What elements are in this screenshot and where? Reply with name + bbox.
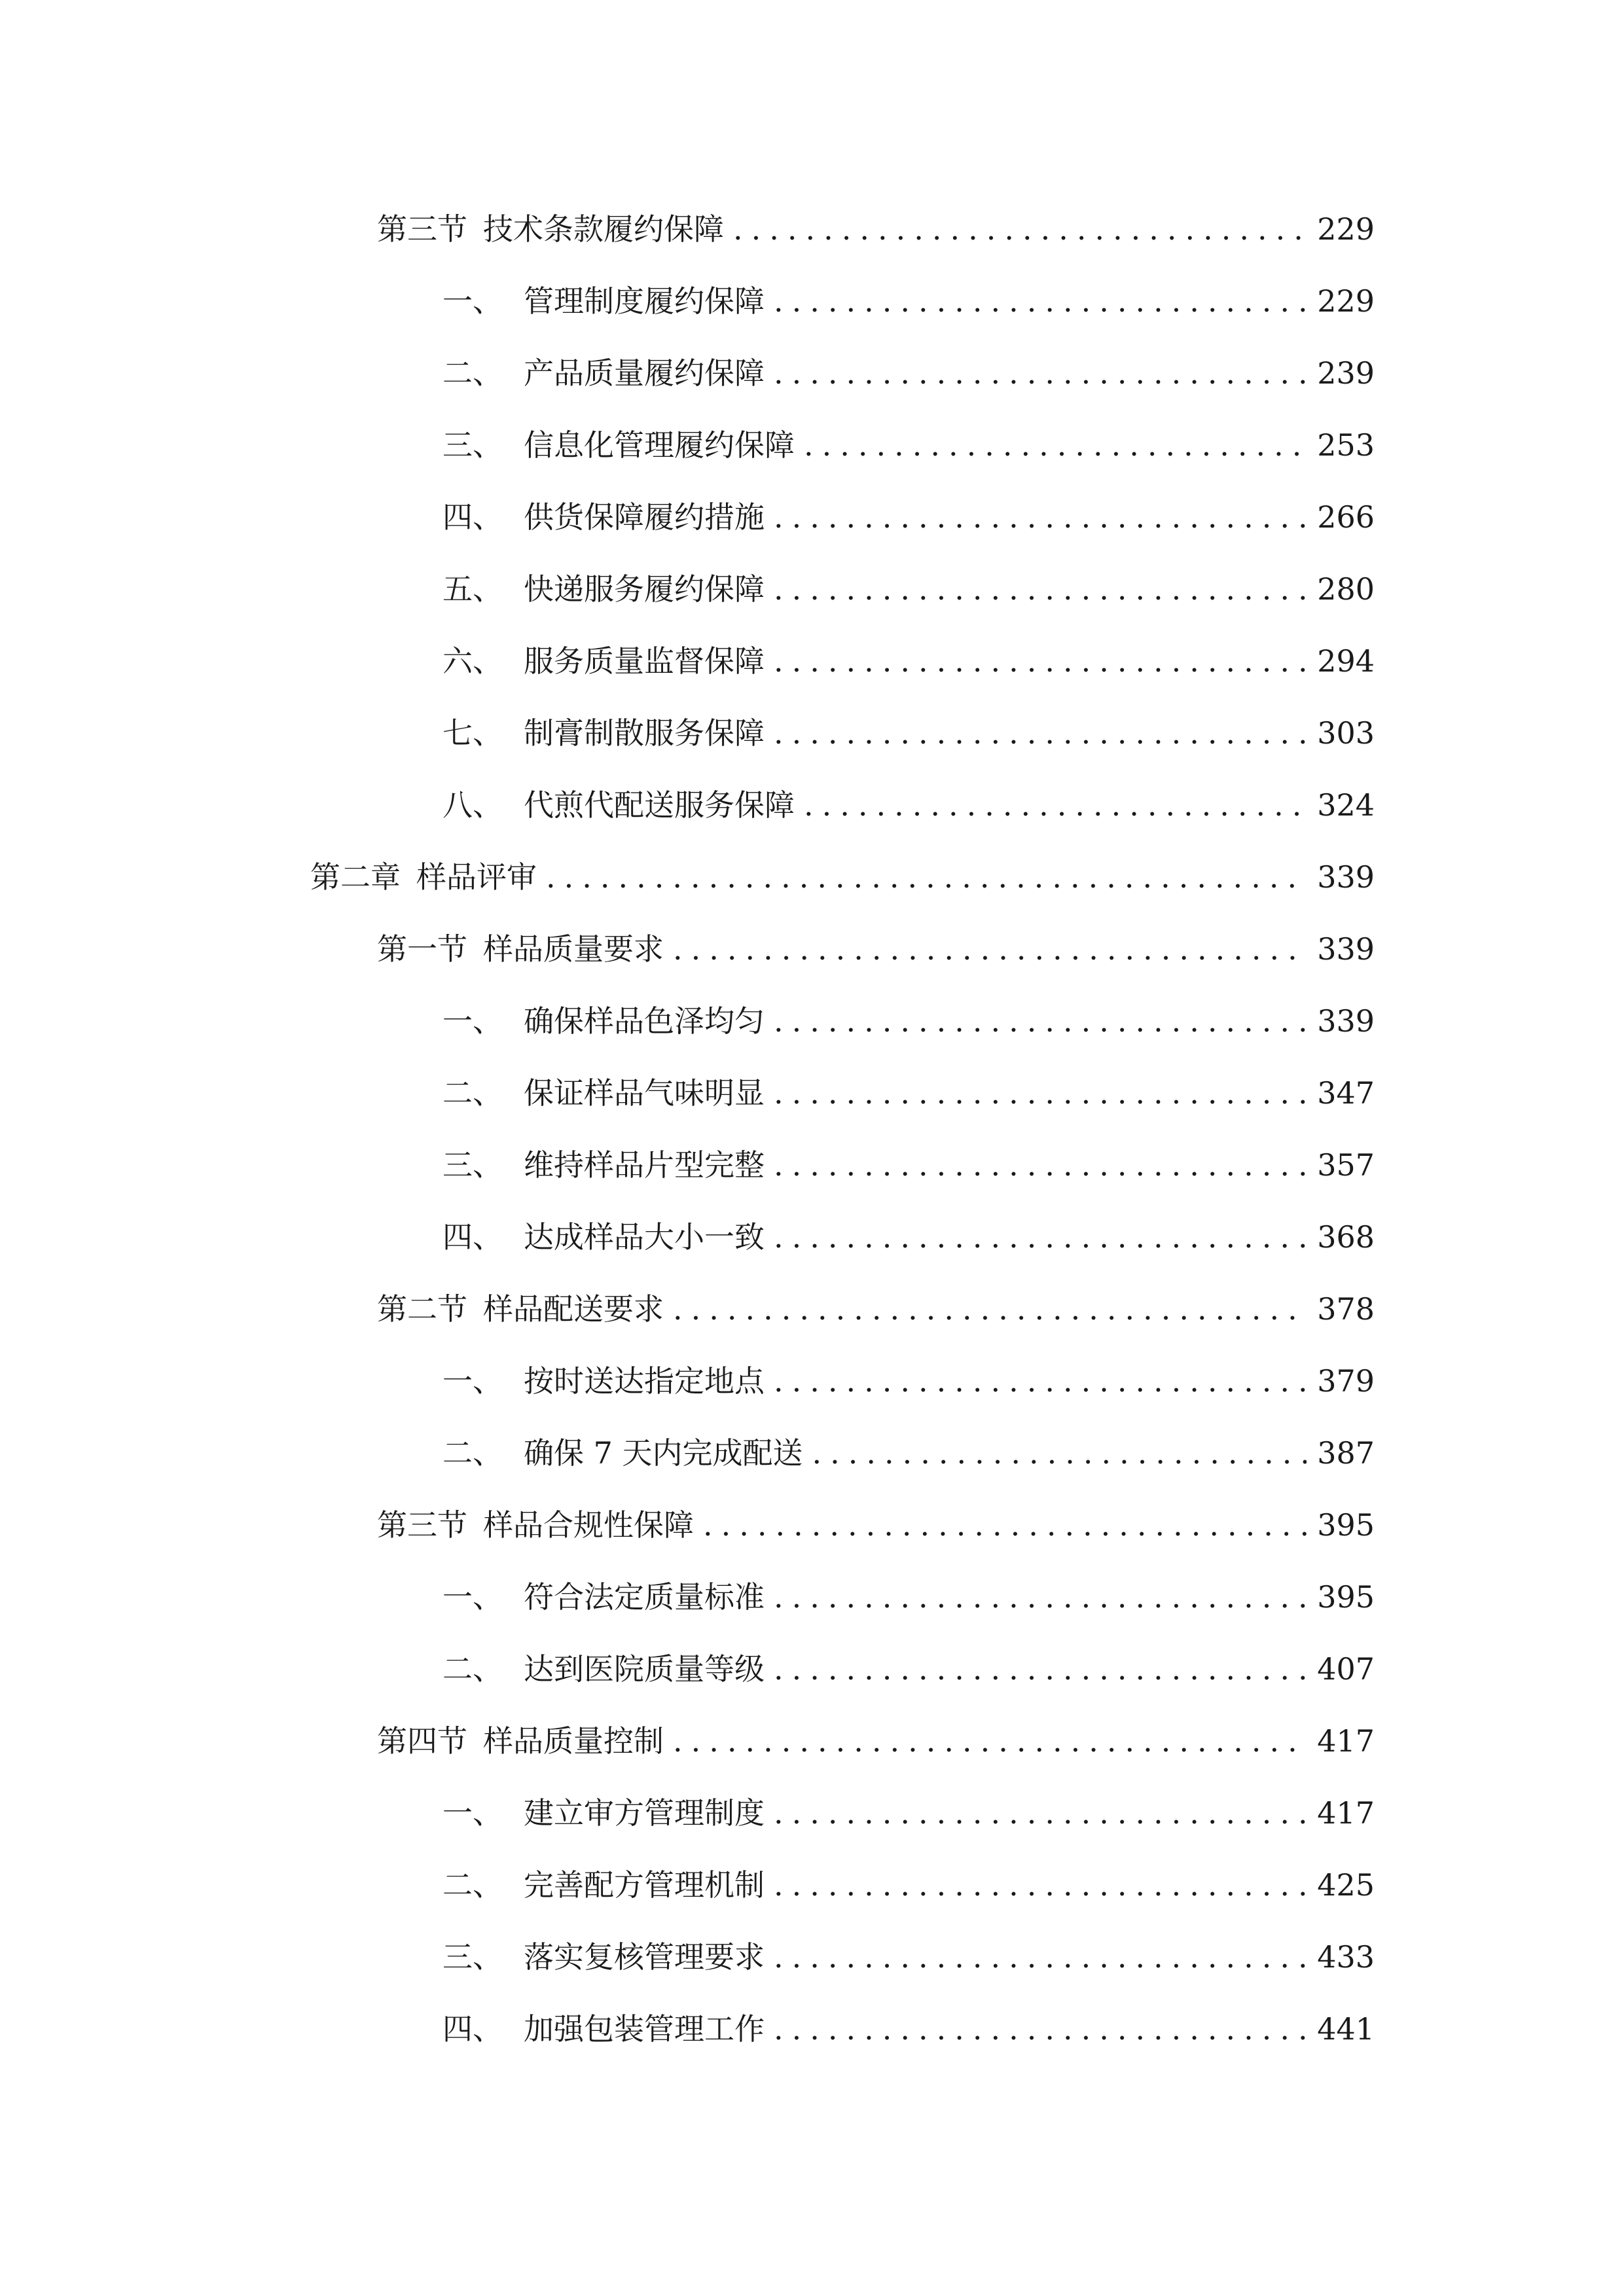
toc-entry-number: 三、 <box>442 1147 503 1183</box>
toc-dot-leader <box>774 1211 1307 1263</box>
toc-entry-title: 完善配方管理机制 <box>524 1867 765 1903</box>
toc-dot-leader <box>774 1067 1307 1119</box>
toc-dot-leader <box>673 1283 1307 1335</box>
toc-entry-title: 确保 7 天内完成配送 <box>524 1435 803 1471</box>
toc-dot-leader <box>774 563 1307 615</box>
toc-entry-number: 五、 <box>442 571 503 607</box>
toc-dot-leader <box>546 851 1307 903</box>
toc-entry-number: 第一节 <box>377 931 467 967</box>
toc-dot-leader <box>774 707 1307 759</box>
toc-entry-page: 229 <box>1317 211 1375 247</box>
toc-entry-title: 供货保障履约措施 <box>524 499 765 535</box>
toc-entry-number: 四、 <box>442 2011 503 2047</box>
toc-entry-page: 253 <box>1317 427 1375 463</box>
toc-dot-leader <box>774 1571 1307 1623</box>
toc-entry-page: 417 <box>1317 1795 1375 1831</box>
toc-dot-leader <box>774 491 1307 543</box>
toc-entry-page: 407 <box>1317 1651 1375 1687</box>
toc-entry-page: 347 <box>1317 1075 1375 1111</box>
toc-dot-leader <box>774 347 1307 399</box>
toc-entry-number: 第四节 <box>377 1723 467 1759</box>
toc-entry-section[interactable] <box>377 1283 1375 1335</box>
toc-entry-number: 一、 <box>442 1003 503 1039</box>
toc-entry-page: 339 <box>1317 931 1375 967</box>
toc-entry-section[interactable] <box>377 1715 1375 1767</box>
toc-entry-page: 395 <box>1317 1579 1375 1615</box>
toc-dot-leader <box>703 1499 1307 1551</box>
toc-entry-page: 425 <box>1317 1867 1375 1903</box>
toc-dot-leader <box>774 1139 1307 1191</box>
toc-entry-number: 七、 <box>442 715 503 751</box>
toc-dot-leader <box>774 1787 1307 1839</box>
toc-entry-number: 第二节 <box>377 1291 467 1327</box>
toc-entry-subsection[interactable] <box>442 563 1375 615</box>
toc-entry-title: 信息化管理履约保障 <box>524 427 795 463</box>
toc-entry-chapter[interactable] <box>310 851 1375 903</box>
toc-entry-title: 达到医院质量等级 <box>524 1651 765 1687</box>
toc-entry-number: 二、 <box>442 1435 503 1471</box>
toc-entry-page: 339 <box>1317 859 1375 895</box>
toc-entry-page: 417 <box>1317 1723 1375 1759</box>
toc-entry-title: 落实复核管理要求 <box>524 1939 765 1975</box>
toc-entry-title: 产品质量履约保障 <box>524 355 765 391</box>
toc-entry-number: 二、 <box>442 355 503 391</box>
toc-entry-number: 四、 <box>442 1219 503 1255</box>
toc-entry-page: 324 <box>1317 787 1375 823</box>
toc-entry-title: 快递服务履约保障 <box>524 571 765 607</box>
toc-dot-leader <box>673 1715 1307 1767</box>
toc-entry-subsection[interactable] <box>442 1931 1375 1983</box>
toc-entry-number: 三、 <box>442 1939 503 1975</box>
toc-entry-number: 第三节 <box>377 211 467 247</box>
toc-entry-title: 符合法定质量标准 <box>524 1579 765 1615</box>
toc-entry-page: 229 <box>1317 283 1375 319</box>
toc-entry-number: 二、 <box>442 1867 503 1903</box>
toc-entry-subsection[interactable] <box>442 779 1375 831</box>
toc-dot-leader <box>774 635 1307 687</box>
toc-entry-subsection[interactable] <box>442 635 1375 687</box>
toc-entry-section[interactable] <box>377 1499 1375 1551</box>
toc-dot-leader <box>804 419 1307 471</box>
toc-entry-subsection[interactable] <box>442 1643 1375 1695</box>
toc-entry-page: 387 <box>1317 1435 1375 1471</box>
toc-entry-number: 第三节 <box>377 1507 467 1543</box>
toc-entry-title: 服务质量监督保障 <box>524 643 765 679</box>
toc-dot-leader <box>774 995 1307 1047</box>
toc-entry-subsection[interactable] <box>442 1859 1375 1911</box>
toc-entry-title: 确保样品色泽均匀 <box>524 1003 765 1039</box>
toc-entry-number: 八、 <box>442 787 503 823</box>
toc-dot-leader <box>774 275 1307 327</box>
toc-entry-number: 三、 <box>442 427 503 463</box>
toc-entry-number: 四、 <box>442 499 503 535</box>
toc-entry-subsection[interactable] <box>442 419 1375 471</box>
toc-entry-subsection[interactable] <box>442 995 1375 1047</box>
toc-entry-page: 339 <box>1317 1003 1375 1039</box>
toc-entry-title: 样品合规性保障 <box>483 1507 694 1543</box>
toc-entry-subsection[interactable] <box>442 275 1375 327</box>
toc-entry-title: 保证样品气味明显 <box>524 1075 765 1111</box>
toc-entry-title: 制膏制散服务保障 <box>524 715 765 751</box>
toc-entry-number: 第二章 <box>310 859 401 895</box>
toc-entry-page: 266 <box>1317 499 1375 535</box>
toc-entry-title: 样品配送要求 <box>483 1291 664 1327</box>
toc-entry-number: 一、 <box>442 283 503 319</box>
toc-dot-leader <box>774 1859 1307 1911</box>
toc-entry-subsection[interactable] <box>442 707 1375 759</box>
toc-entry-subsection[interactable] <box>442 1139 1375 1191</box>
toc-entry-number: 二、 <box>442 1651 503 1687</box>
toc-entry-title: 达成样品大小一致 <box>524 1219 765 1255</box>
toc-entry-subsection[interactable] <box>442 1787 1375 1839</box>
toc-dot-leader <box>733 203 1307 255</box>
toc-entry-subsection[interactable] <box>442 1427 1375 1479</box>
toc-entry-subsection[interactable] <box>442 1067 1375 1119</box>
toc-entry-number: 六、 <box>442 643 503 679</box>
toc-entry-page: 280 <box>1317 571 1375 607</box>
toc-entry-title: 样品质量控制 <box>483 1723 664 1759</box>
toc-dot-leader <box>804 779 1307 831</box>
toc-entry-page: 395 <box>1317 1507 1375 1543</box>
toc-entry-title: 技术条款履约保障 <box>483 211 724 247</box>
toc-entry-number: 二、 <box>442 1075 503 1111</box>
toc-entry-subsection[interactable] <box>442 2003 1375 2055</box>
toc-dot-leader <box>774 2003 1307 2055</box>
toc-dot-leader <box>812 1427 1307 1479</box>
toc-entry-page: 239 <box>1317 355 1375 391</box>
toc-entry-page: 357 <box>1317 1147 1375 1183</box>
toc-entry-subsection[interactable] <box>442 1211 1375 1263</box>
toc-entry-page: 303 <box>1317 715 1375 751</box>
toc-entry-page: 433 <box>1317 1939 1375 1975</box>
toc-entry-title: 管理制度履约保障 <box>524 283 765 319</box>
toc-entry-title: 按时送达指定地点 <box>524 1363 765 1399</box>
toc-entry-section[interactable] <box>377 923 1375 975</box>
toc-entry-title: 代煎代配送服务保障 <box>524 787 795 823</box>
toc-entry-number: 一、 <box>442 1363 503 1399</box>
toc-dot-leader <box>774 1931 1307 1983</box>
toc-entry-subsection[interactable] <box>442 347 1375 399</box>
toc-entry-subsection[interactable] <box>442 1571 1375 1623</box>
toc-entry-subsection[interactable] <box>442 491 1375 543</box>
toc-entry-page: 294 <box>1317 643 1375 679</box>
toc-entry-page: 368 <box>1317 1219 1375 1255</box>
toc-dot-leader <box>774 1355 1307 1407</box>
toc-entry-number: 一、 <box>442 1579 503 1615</box>
toc-entry-subsection[interactable] <box>442 1355 1375 1407</box>
toc-entry-title: 样品质量要求 <box>483 931 664 967</box>
toc-entry-title: 样品评审 <box>416 859 537 895</box>
toc-dot-leader <box>774 1643 1307 1695</box>
toc-entry-title: 加强包装管理工作 <box>524 2011 765 2047</box>
toc-entry-title: 维持样品片型完整 <box>524 1147 765 1183</box>
toc-entry-page: 441 <box>1317 2011 1375 2047</box>
toc-entry-number: 一、 <box>442 1795 503 1831</box>
toc-dot-leader <box>673 923 1307 975</box>
toc-entry-page: 378 <box>1317 1291 1375 1327</box>
toc-entry-page: 379 <box>1317 1363 1375 1399</box>
toc-entry-title: 建立审方管理制度 <box>524 1795 765 1831</box>
toc-entry-section[interactable] <box>377 203 1375 255</box>
